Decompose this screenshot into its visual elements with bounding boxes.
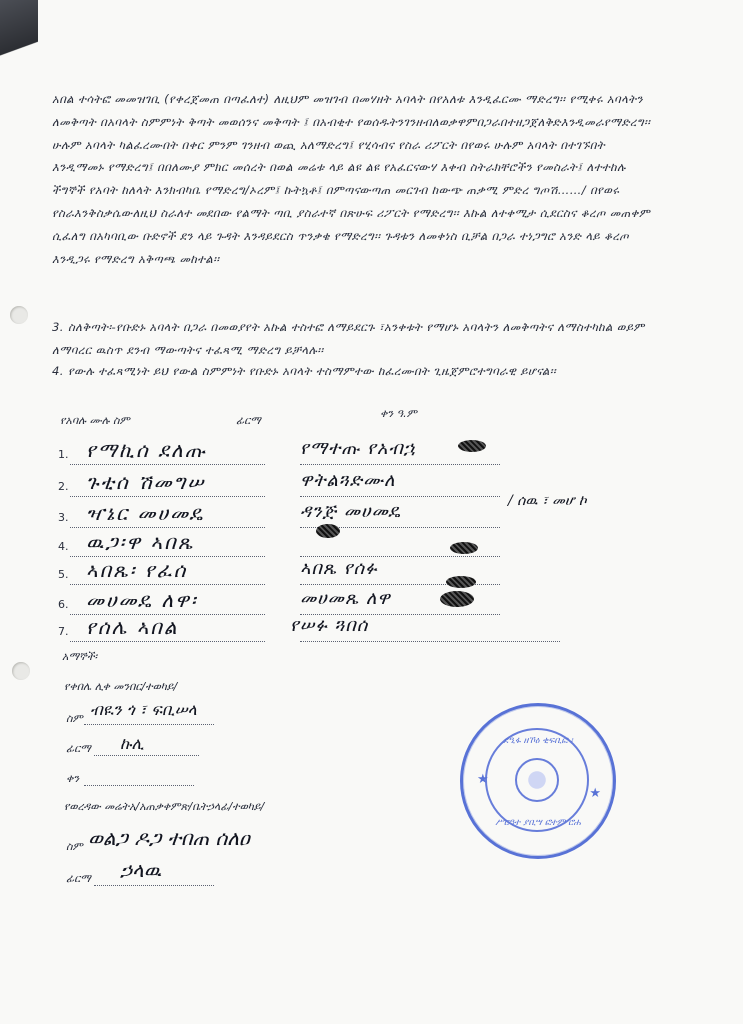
handwritten-name: ጉቲሰ ሽመግሠ	[86, 470, 206, 494]
row-number: 3.	[58, 511, 69, 524]
stamp-top-text: ደዒፋ ዘኾዕ ቂፍቢፎ ፡	[503, 736, 573, 746]
handwritten-signature: ዳንጅ መሀመዴ	[300, 501, 401, 522]
row-sign-line	[300, 556, 500, 557]
row-number: 5.	[58, 568, 69, 581]
row-sign-line	[300, 641, 560, 642]
punch-hole-bottom	[12, 662, 30, 680]
kebele-sign-label: ፊርማ	[66, 742, 91, 755]
kebele-date-label: ቀን	[66, 772, 80, 785]
row-name-line	[70, 641, 265, 642]
row-name-line	[70, 556, 265, 557]
punch-hole-top	[10, 306, 28, 324]
handwritten-name: የማኪሰ ደለጡ	[86, 438, 207, 462]
signature-header-date: ቀን ዓ.ም	[380, 407, 417, 420]
row-name-line	[70, 584, 265, 585]
signature-header-name: የአባሉ ሙሉ ስም	[60, 414, 130, 427]
office-sign-handwriting: ኃላዉ	[120, 858, 162, 882]
point-3-text: 3. ስለቅጣት፡-የቡድኑ አባላት በጋራ በመወያየት አኩል ተስተፎ ለማይደርጉ ፣አንቀቱት የማሆኑ አባላትን ለመቅጣትና ለማስተካከል ወይም ለማባረር ዉስጥ ደንብ ማውጣትና ተፈጻሚ ማድረግ ይቻላሉ፡፡	[52, 320, 645, 357]
row-sign-line	[300, 464, 500, 465]
row-name-line	[70, 527, 265, 528]
row-number: 1.	[58, 448, 69, 461]
signature-scribble	[446, 576, 476, 588]
handwritten-name: መሀመዴ ለዋ፡	[86, 588, 198, 612]
point-4-text: 4. የውሉ ተፈጻሚነት ይህ የውል ስምምነት የቡድኑ አባላት ተስማምተው ከፈረሙበት ጊዜጀምሮተግባራዊ ይሆናል፡፡	[52, 364, 557, 378]
signature-scribble	[440, 591, 474, 607]
kebele-sign-line	[94, 755, 199, 756]
page-corner-shadow	[0, 0, 38, 78]
official-stamp	[460, 703, 616, 859]
stamp-bottom-text: ሥርዓተ ያቢሣ ፎተም ሮሐ	[495, 818, 581, 828]
row-number: 2.	[58, 480, 69, 493]
row-name-line	[70, 496, 265, 497]
handwritten-name: ዉጋ፡ዋ ኣበጼ	[86, 530, 195, 554]
kebele-sign-handwriting: ኩሊ	[120, 734, 144, 753]
office-sign-line	[94, 885, 214, 886]
handwritten-signature: የማተጡ የአብኋ	[300, 438, 416, 459]
row-sign-line	[300, 496, 500, 497]
office-name-handwriting: ወልጋ ዶጋ ተበጠ ሰለዐ	[88, 826, 250, 850]
stamp-star-icon-right: ★	[589, 786, 601, 801]
signature-row-5	[0, 560, 743, 590]
stamp-star-icon-left: ★	[477, 772, 489, 787]
office-title: የወረዳው መሬትአ/አጠቃቀምጽ/ቤትኃላፊ/ተወካይ/	[64, 800, 265, 813]
kebele-title: የቀበሌ ሊቀ መንበር/ተወካይ/	[64, 680, 178, 693]
signature-header-sign: ፊርማ	[236, 414, 261, 427]
kebele-name-line	[84, 724, 214, 725]
handwritten-signature: መሀመጼ ለዋ	[300, 588, 391, 609]
kebele-name-handwriting: ብዪን ጎ ፣ ፍቢሠላ	[90, 700, 197, 719]
signature-scribble	[450, 542, 478, 554]
handwritten-name: የሰሌ ኣበል	[86, 615, 179, 639]
handwritten-name: ኣበጼ፡ የፈሰ	[86, 558, 188, 582]
handwritten-signature: የሠፉ ጓበሰ	[290, 615, 369, 636]
handwritten-name: ዣኔር መሀመዴ	[86, 501, 205, 525]
signature-row-2	[0, 472, 743, 502]
kebele-name-label: ስም	[66, 712, 83, 725]
handwritten-signature: ዋትልጓድሙለ	[300, 470, 396, 491]
witnesses-label: አማኞች፡	[62, 650, 98, 663]
handwritten-note: / ሰዉ ፣ መሆ ኮ	[508, 493, 587, 509]
handwritten-signature: ኣበጼ የሰፉ	[300, 558, 378, 579]
signature-scribble	[458, 440, 486, 452]
signature-row-3	[0, 493, 743, 533]
office-name-label: ስም	[66, 840, 83, 853]
office-sign-label: ፊርማ	[66, 872, 91, 885]
row-number: 6.	[58, 598, 69, 611]
kebele-date-line	[84, 785, 194, 786]
row-name-line	[70, 464, 265, 465]
signature-row-1	[0, 440, 743, 470]
row-number: 7.	[58, 625, 69, 638]
signature-scribble	[316, 524, 340, 538]
paragraph-top: አበል ተሳትፎ መመዝገቢ (የቀረጀመጠ በጣፈለተ) ለዚህም መዝገብ በመሃዘት አባላት በየአለቱ እንዲፈርሙ ማድረግ፡፡ የሚቀሩ አባላትን ለመቅጣት በአባላት ስምምነት ቅጣት መወሰንና መቅጣት ፤ በአብቂተ የወሰዱትንገንዘብለወቃዋምበጋራበተዘጋጀለቅድእንዲመራየማድረግ፡፡ ሁሉም አባላት ካልፈረሙበት በቀር ምንም ገንዘብ ወጪ አለማድረግ፤ የሂሳብና የስራ ሪፖርት በየወሩ ሁሉም አባላት በተገኙበት እንዲማመኑ የማድረግ፤ በበለሙያ ምክር መሰረት በወል መሬቱ ላይ ልዩ ልዩ የአፈርናውሃ እቀብ ስትራክቸሮችን የመስራት፤ ለተተከሉ ችግኞች የአባት ከለላት እንክብካቤ የማድረግ/ኦረም፤ ኩትኳቶ፤ በምጣናውጣጠ መርገብ ከውጭ ጠቃሚ ምድረ ግጦሽ……/ በየወሩ የስራእንቅስቃሴውለዚህ ስራለተ መደበው የልማት ጣቢ ያስራተኛ በጽሁፍ ሪፖርት የማድረግ፡፡ እኩል ለተቀሚታ ሲደርስና ቆረጦ መጠቀም ሲፈለግ በአካባቢው ቡድኖች ደን ላይ ጉዳት እንዳይደርስ ጥንቃቄ የማድረግ፡፡ ጉዳቱን ለመቀነስ ቢቻል በጋራ ተነጋግሮ አንድ ላይ ቆረጦ እንዲጋሩ የማድረግ አቅጣጫ መከተል፡፡	[52, 92, 651, 266]
signature-row-7	[0, 617, 743, 647]
row-number: 4.	[58, 540, 69, 553]
stamp-emblem-icon	[515, 758, 559, 802]
